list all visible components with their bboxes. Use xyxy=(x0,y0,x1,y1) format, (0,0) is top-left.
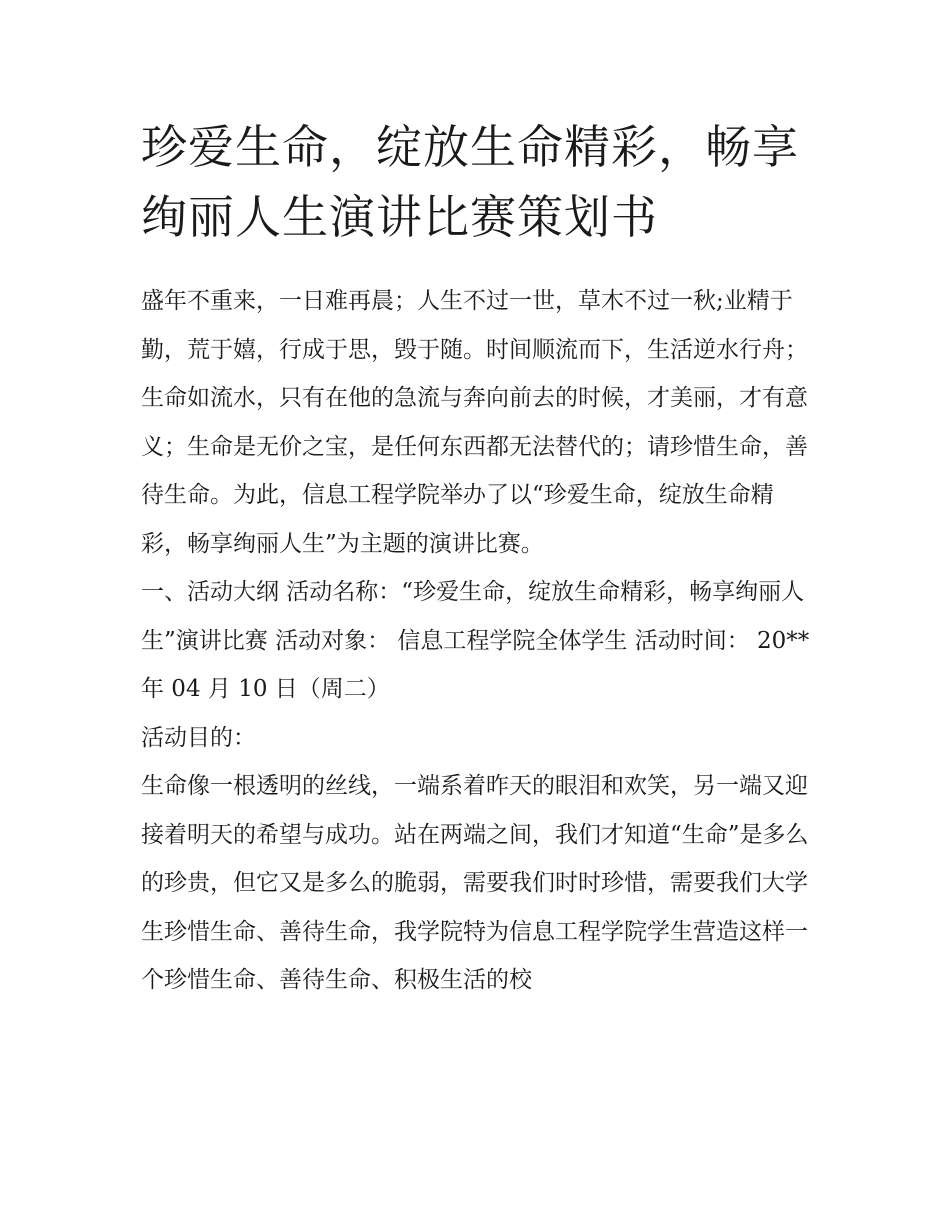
intro-paragraph: 盛年不重来，一日难再晨；人生不过一世，草木不过一秋;业精于勤，荒于嬉，行成于思，毁于随。时间顺流而下，生活逆水行舟；生命如流水，只有在他的急流与奔向前去的时候，才美丽，才有意义；生命是无价之宝，是任何东西都无法替代的；请珍惜生命，善待生命。为此，信息工程学院举办了以“珍爱生命，绽放生命精彩，畅享绚丽人生”为主题的演讲比赛。 xyxy=(141,288,808,557)
document-content xyxy=(141,112,813,1005)
document-body xyxy=(141,277,813,1005)
activity-purpose-heading: 活动目的： xyxy=(141,724,256,751)
activity-outline-paragraph: 一、活动大纲 活动名称：“珍爱生命，绽放生命精彩，畅享绚丽人生”演讲比赛 活动对象： 信息工程学院全体学生 活动时间： 20**年 04 月 10 日（周二） xyxy=(141,579,810,702)
activity-purpose-paragraph: 生命像一根透明的丝线，一端系着昨天的眼泪和欢笑，另一端又迎接着明天的希望与成功。站在两端之间，我们才知道“生命”是多么的珍贵，但它又是多么的脆弱，需要我们时时珍惜，需要我们大学生珍惜生命、善待生命，我学院特为信息工程学院学生营造这样一个珍惜生命、善待生命、积极生活的校 xyxy=(141,773,809,993)
document-title: 珍爱生命，绽放生命精彩，畅享绚丽人生演讲比赛策划书 xyxy=(141,120,799,244)
